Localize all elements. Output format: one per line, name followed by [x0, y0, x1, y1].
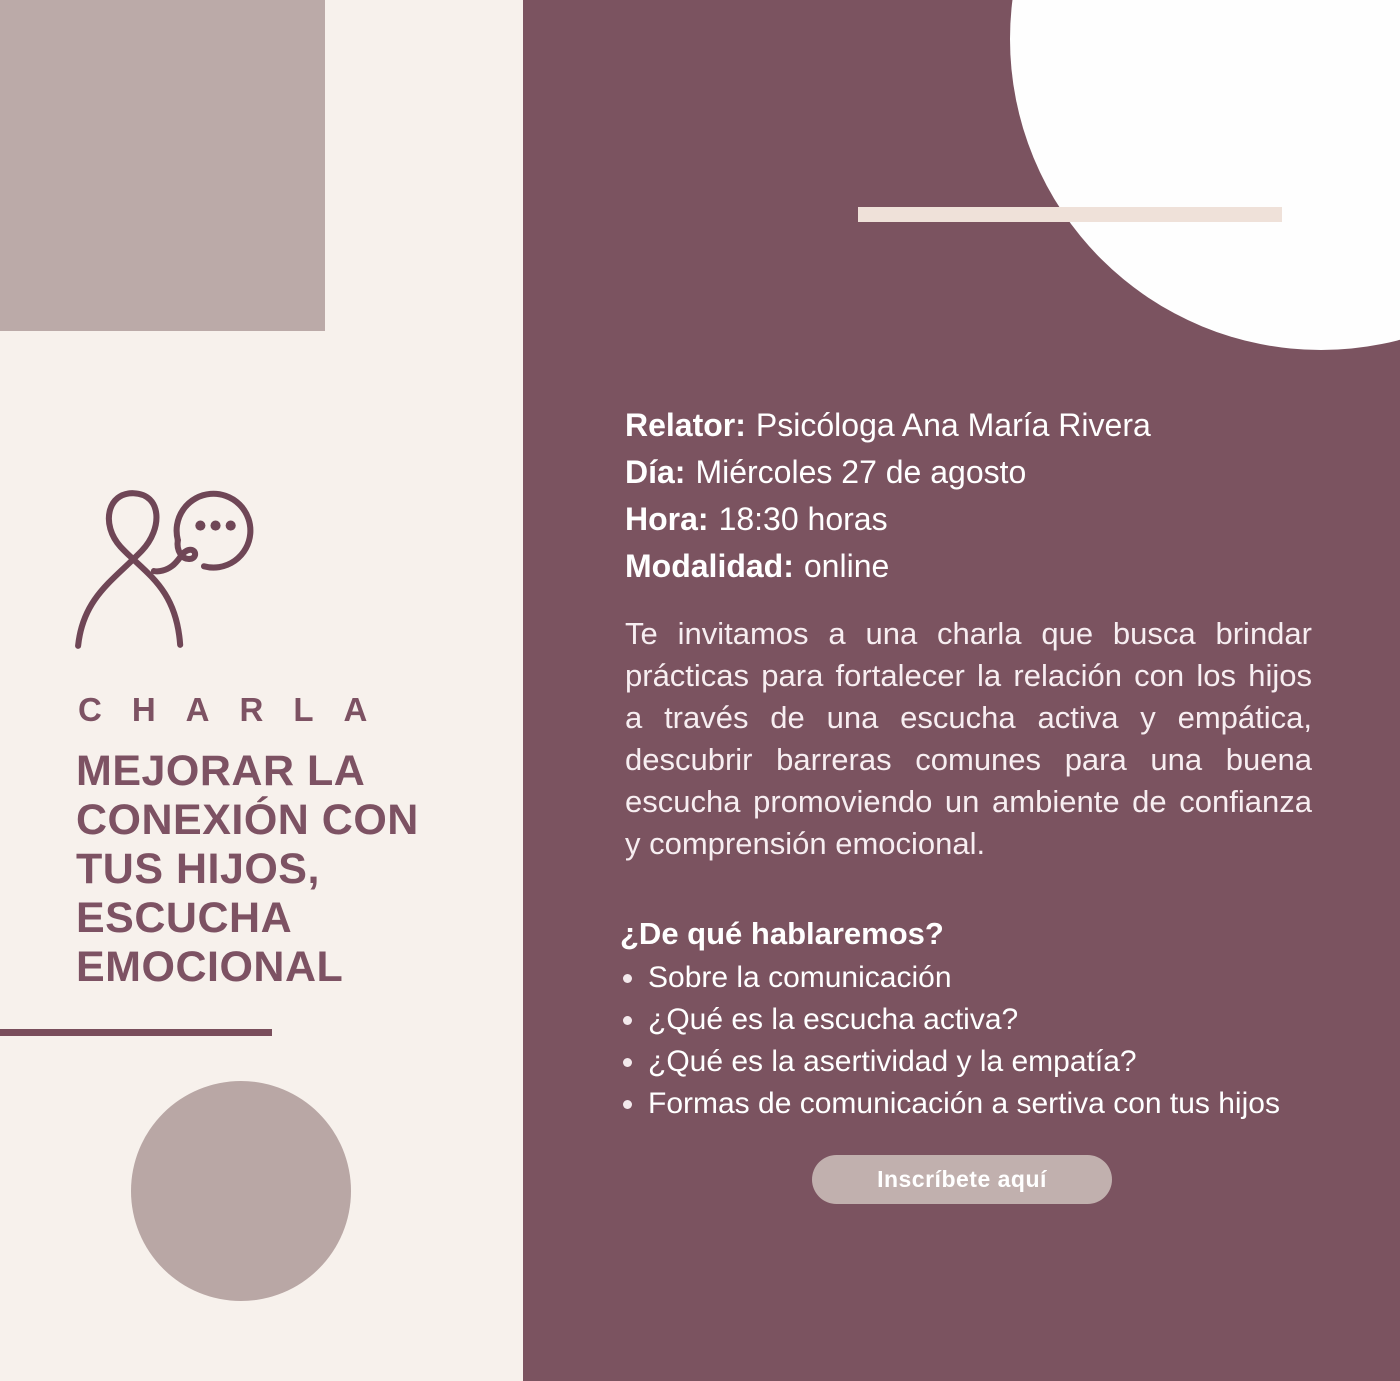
- title-line: EMOCIONAL: [76, 943, 344, 991]
- topic-item: [620, 1041, 1340, 1083]
- detail-value: Psicóloga Ana María Rivera: [755, 407, 1151, 443]
- detail-value: online: [803, 548, 890, 584]
- signup-button[interactable]: Inscríbete aquí: [812, 1155, 1112, 1204]
- topic-item: [620, 999, 1340, 1041]
- title-underline: [0, 1029, 272, 1036]
- detail-value: Miércoles 27 de agosto: [695, 454, 1027, 490]
- topic-label: ¿Qué es la escucha activa?: [648, 1003, 1019, 1036]
- topics-heading: ¿De qué hablaremos?: [620, 916, 944, 951]
- detail-label: Día:: [625, 454, 686, 490]
- topic-label: Sobre la comunicación: [648, 961, 952, 994]
- detail-row-hora: [625, 496, 1151, 543]
- detail-label: Modalidad:: [625, 548, 794, 584]
- topic-label: ¿Qué es la asertividad y la empatía?: [648, 1045, 1137, 1078]
- decor-circle-bottom-left: [131, 1081, 351, 1301]
- decor-square-top-left: [0, 0, 325, 331]
- bullet-dot: [623, 1100, 632, 1109]
- topics-list: [620, 957, 1340, 1125]
- detail-row-modalidad: [625, 543, 1151, 590]
- topic-item: [620, 957, 1340, 999]
- bullet-dot: [623, 1016, 632, 1025]
- title-line: CONEXIÓN CON: [76, 796, 419, 844]
- event-details: [625, 402, 1151, 590]
- detail-label: Hora:: [625, 501, 709, 537]
- detail-row-dia: [625, 449, 1151, 496]
- decor-horizontal-bar: [858, 207, 1282, 222]
- bullet-dot: [623, 974, 632, 983]
- title-line: ESCUCHA: [76, 894, 293, 942]
- title-line: MEJORAR LA: [76, 747, 366, 795]
- page-title: [76, 747, 419, 992]
- topic-item: [620, 1083, 1340, 1125]
- person-speech-bubble-icon: [68, 480, 260, 654]
- topic-label: Formas de comunicación a sertiva con tus hijos: [648, 1087, 1280, 1120]
- detail-row-relator: [625, 402, 1151, 449]
- topics-section: [620, 912, 1340, 1125]
- intro-paragraph: Te invitamos a una charla que busca brindar prácticas para fortalecer la relación con los hijos a través de una escucha activa y empática, descubrir barreras comunes para una buena escucha promoviendo un ambiente de confianza y comprensión emocional.: [625, 616, 1312, 861]
- detail-value: 18:30 horas: [718, 501, 888, 537]
- kicker-label: CHARLA: [78, 691, 398, 728]
- bullet-dot: [623, 1058, 632, 1067]
- detail-label: Relator:: [625, 407, 746, 443]
- title-line: TUS HIJOS,: [76, 845, 320, 893]
